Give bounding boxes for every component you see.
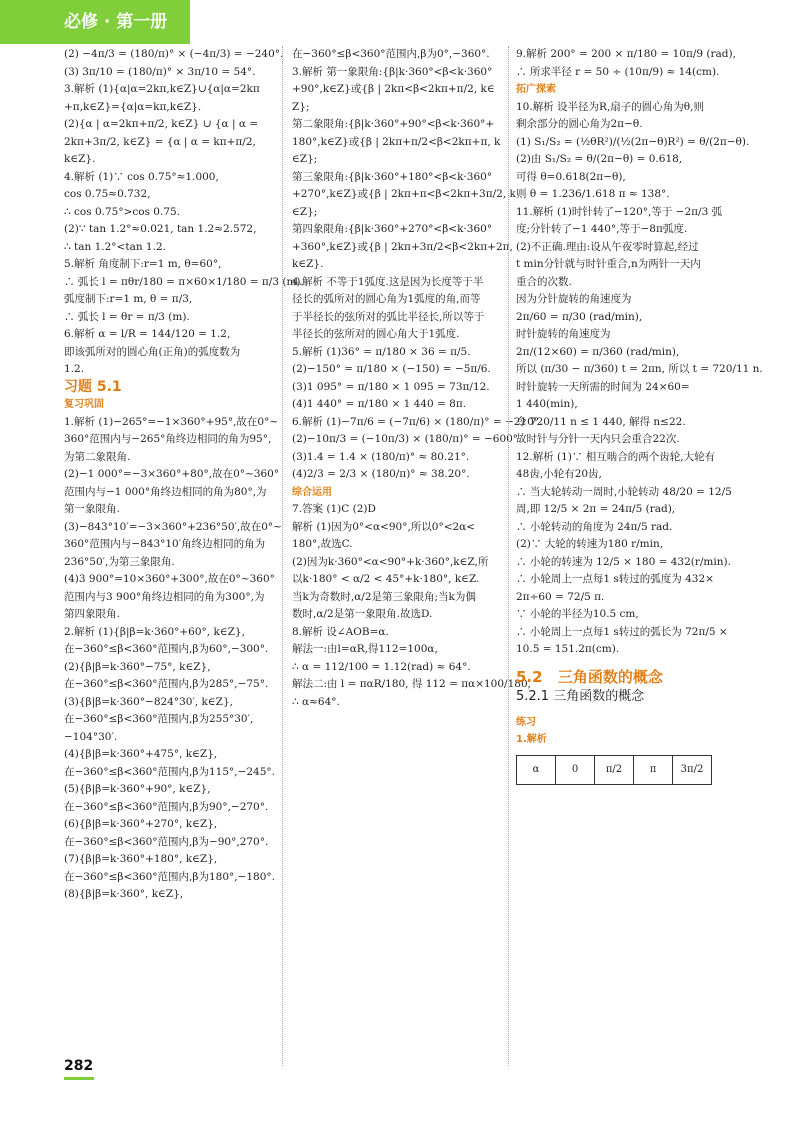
text-line: 时针旋转一天所需的时间为 24×60= [516,380,690,393]
text-line: 2π/60 = π/30 (rad/min), [516,310,643,323]
text-line: +270°,k∈Z}或{β | 2kπ+π<β<2kπ+3π/2, k [292,188,516,200]
text-line: 在−360°≤β<360°范围内,β为285°,−75°. [64,678,269,690]
text-line: (4)3 900°=10×360°+300°,故在0°~360° [64,573,275,585]
text-line: 重合的次数. [516,275,572,288]
column-divider [508,46,509,1066]
text-line: (8){β|β=k·360°, k∈Z}, [64,888,184,900]
text-line: 在−360°≤β<360°范围内,β为60°,−300°. [64,643,269,655]
text-line: 可得 θ=0.618(2π−θ), [516,170,626,183]
text-line: (1) S₁/S₂ = (½θR²)/(½(2π−θ)R²) = θ/(2π−θ). [516,135,750,148]
table-cell: π [634,755,673,784]
text-line: (2){α | α=2kπ+π/2, k∈Z} ∪ {α | α = [64,118,259,130]
table-cell: 0 [556,755,595,784]
column-left [64,46,304,904]
text-line: (4)2/3 = 2/3 × (180/π)° ≈ 38.20°. [292,468,470,480]
text-line: 11.解析 (1)时针转了−120°,等于 −2π/3 弧 [516,205,723,218]
text-line: 解法二:由 l = παR/180, 得 112 = πα×100/180, [292,678,531,690]
text-line: (2)−10π/3 = (−10π/3) × (180/π)° = −600°. [292,433,522,445]
text-line: 弧度制下:r=1 m, θ = π/3, [64,293,193,305]
text-line: 6.解析 α = l/R = 144/120 = 1.2, [64,328,231,340]
text-line: −104°30′. [64,730,118,743]
text-line: 在−360°≤β<360°范围内,β为90°,−270°. [64,800,269,813]
text-line: 剩余部分的圆心角为2π−θ. [516,118,643,130]
text-line: (2)∵ tan 1.2°≈0.021, tan 1.2≈2.572, [64,223,257,235]
text-line: ∴ 小轮周上一点每1 s转过的弧度为 432× [516,573,714,585]
text-line: ∴ 小轮的转速为 12/5 × 180 = 432(r/min). [516,555,731,568]
text-line: 5.解析 角度制下:r=1 m, θ=60°, [64,258,222,270]
text-line: 3.解析 第一象限角:{β|k·360°<β<k·360° [292,65,493,78]
text-line: 半径长的弦所对的圆心角大于1弧度. [292,328,460,340]
text-line: ∴ 弧长 l = θr = π/3 (m). [64,310,190,323]
text-line: 周,即 12/5 × 2π = 24π/5 (rad), [516,503,676,515]
text-line: 48齿,小轮有20齿, [516,468,602,480]
text-line: ∈Z}; [292,153,318,165]
text-line: k∈Z}. [292,258,324,270]
angle-table [516,755,712,785]
text-line: 9.解析 200° = 200 × π/180 = 10π/9 (rad), [516,48,736,60]
text-line: 范围内与−1 000°角终边相同的角为80°,为 [64,485,267,498]
text-line: 3.解析 (1){α|α=2kπ,k∈Z}∪{α|α=2kπ [64,83,260,95]
text-line: 10.5 = 151.2π(cm). [516,643,620,655]
text-line: 在−360°≤β<360°范围内,β为255°30′, [64,713,254,725]
text-line: ∴ 当大轮转动一周时,小轮转动 48/20 = 12/5 [516,485,732,498]
text-line: 习题 5.1 [64,378,122,395]
table-cell: 3π/2 [673,755,712,784]
section-heading: 5.2 三角函数的概念 [516,667,663,686]
text-line: 6.解析 (1)−7π/6 = (−7π/6) × (180/π)° = −210°. [292,415,543,428]
text-line: 4.解析 (1)∵ cos 0.75°≈1.000, [64,170,219,183]
text-line: 12.解析 (1)∵ 相互啮合的两个齿轮,大轮有 [516,450,716,463]
page-number: 282 [64,1058,94,1074]
text-line: (2)不正确.理由:设从午夜零时算起,经过 [516,240,699,253]
text-line: (5){β|β=k·360°+90°, k∈Z}, [64,783,211,795]
text-line: 2π÷60 = 72/5 π. [516,590,605,603]
table-cell: α [517,755,556,784]
text-line: (2) −4π/3 = (180/π)° × (−4π/3) = −240°. [64,48,284,60]
text-line: 1 440(min), [516,398,578,410]
column-divider [282,46,283,1066]
text-line: (3)−843°10′=−3×360°+236°50′,故在0°~ [64,520,282,533]
text-line: 则 θ = 1.236/1.618 π ≈ 138°. [516,188,670,200]
text-line: 复习巩固 [64,399,104,410]
text-line: ∴ α≈64°. [292,695,340,708]
text-line: (3) 3π/10 = (180/π)° × 3π/10 = 54°. [64,65,256,78]
text-line: k∈Z}. [64,153,96,165]
text-line: 故时针与分针一天内只会重合22次. [516,433,680,445]
text-line: 在−360°≤β<360°范围内,β为115°,−245°. [64,765,276,778]
text-line: 第三象限角:{β|k·360°+180°<β<k·360° [292,170,493,183]
text-line: (3){β|β=k·360°−824°30′, k∈Z}, [64,695,233,708]
text-line: ∴ cos 0.75°>cos 0.75. [64,205,181,218]
text-line: ∴ 弧长 l = πθr/180 = π×60×1/180 = π/3 (m). [64,275,304,288]
text-line: +360°,k∈Z}或{β | 2kπ+3π/2<β<2kπ+2π, [292,240,513,253]
text-line: ∴ 小轮周上一点每1 s转过的弧长为 72π/5 × [516,625,728,638]
text-line: (2)∵ 大轮的转速为180 r/min, [516,538,664,550]
page-number-bar [64,1077,94,1080]
text-line: 于半径长的弦所对的弧比半径长,所以等于 [292,310,485,323]
text-line: (7){β|β=k·360°+180°, k∈Z}, [64,853,218,865]
text-line: 在−360°≤β<360°范围内,β为0°,−360°. [292,48,490,60]
text-line: 因为分针旋转的角速度为 [516,293,632,305]
text-line: 2π/(12×60) = π/360 (rad/min), [516,345,680,358]
text-line: (4){β|β=k·360°+475°, k∈Z}, [64,748,218,760]
text-line: 5.解析 (1)36° = π/180 × 36 = π/5. [292,345,471,358]
text-line: (2){β|β=k·360°−75°, k∈Z}, [64,660,211,673]
text-line: 解法一:由l=αR,得112=100α, [292,643,438,655]
text-line: 时针旋转的角速度为 [516,328,611,340]
text-line: 第四象限角. [64,608,120,620]
text-line: 范围内与3 900°角终边相同的角为300°,为 [64,590,265,603]
text-line: ∴ α = 112/100 = 1.12(rad) ≈ 64°. [292,660,471,673]
text-line: 当k为奇数时,α/2是第三象限角;当k为偶 [292,590,476,603]
text-line: ∴ 所求半径 r = 50 ÷ (10π/9) ≈ 14(cm). [516,65,720,78]
text-line: 以k·180° < α/2 < 45°+k·180°, k∈Z. [292,573,480,585]
text-line: 即该弧所对的圆心角(正角)的弧度数为 [64,345,241,358]
text-line: (2)因为k·360°<α<90°+k·360°,k∈Z,所 [292,555,489,568]
text-line: (2)−1 000°=−3×360°+80°,故在0°~360° [64,468,280,480]
text-line: 2kπ+3π/2, k∈Z} = {α | α = kπ+π/2, [64,135,256,148]
text-line: (2)−150° = π/180 × (−150) = −5π/6. [292,363,491,375]
text-line: 解析 (1)因为0°<α<90°,所以0°<2α< [292,520,476,533]
text-line: 180°,故选C. [292,538,353,550]
text-line: (6){β|β=k·360°+270°, k∈Z}, [64,818,218,830]
book-title-banner: 必修 · 第一册 [0,0,190,44]
text-line: ∈Z}; [292,205,318,218]
text-line: 7.答案 (1)C (2)D [292,503,376,515]
text-line: 2.解析 (1){β|β=k·360°+60°, k∈Z}, [64,625,245,638]
text-line: ∴ tan 1.2°<tan 1.2. [64,240,166,253]
text-line: 综合运用 [292,486,332,498]
text-line: 第二象限角:{β|k·360°+90°<β<k·360°+ [292,118,495,130]
text-line: +π,k∈Z}={α|α=kπ,k∈Z}. [64,100,202,113]
text-line: (4)1 440° = π/180 × 1 440 = 8π. [292,398,467,410]
text-line: 度;分针转了−1 440°,等于−8π弧度. [516,223,688,235]
text-line: 180°,k∈Z}或{β | 2kπ+π/2<β<2kπ+π, k [292,135,501,148]
text-line: ∵ 小轮的半径为10.5 cm, [516,608,639,620]
text-line: (3)1.4 = 1.4 × (180/π)° ≈ 80.21°. [292,450,470,463]
text-line: 8.解析 设∠AOB=α. [292,625,389,638]
text-line: 360°范围内与−265°角终边相同的角为95°, [64,433,272,445]
text-line: 236°50′,为第三象限角. [64,555,175,568]
practice-label: 练习 [516,716,536,728]
text-line: 在−360°≤β<360°范围内,β为180°,−180°. [64,870,276,883]
text-line: 第四象限角:{β|k·360°+270°<β<k·360° [292,223,493,235]
table-cell: π/2 [595,755,634,784]
text-line: 径长的弧所对的圆心角为1弧度的角,而等 [292,293,481,305]
text-line: t min分针就与时针重合,n为两针一天内 [516,258,701,270]
text-line: 拓广探索 [516,84,556,95]
text-line: 第一象限角. [64,503,120,515]
text-line: 在−360°≤β<360°范围内,β为−90°,270°. [64,835,269,848]
text-line: Z}; [292,100,310,113]
subsection-heading: 5.2.1 三角函数的概念 [516,689,645,704]
text-line: (3)1 095° = π/180 × 1 095 = 73π/12. [292,380,490,393]
text-line: 1.解析 (1)−265°=−1×360°+95°,故在0°~ [64,415,279,428]
text-line: +90°,k∈Z}或{β | 2kπ<β<2kπ+π/2, k∈ [292,83,495,95]
text-line: (2)由 S₁/S₂ = θ/(2π−θ) = 0.618, [516,153,683,165]
text-line: ∴ 小轮转动的角度为 24π/5 rad. [516,520,673,533]
text-line: 4.解析 不等于1弧度.这是因为长度等于半 [292,275,484,288]
text-line: 令 720/11 n ≤ 1 440, 解得 n≤22. [516,415,686,428]
text-line: 10.解析 设半径为R,扇子的圆心角为θ,则 [516,100,704,113]
text-line: 所以 (π/30 − π/360) t = 2πn, 所以 t = 720/11 n. [516,363,763,375]
text-line: 数时,α/2是第一象限角.故选D. [292,608,433,620]
text-line: 为第二象限角. [64,450,131,463]
text-line: 1.2. [64,363,85,375]
column-right [516,46,763,785]
text-line: 360°范围内与−843°10′角终边相同的角为 [64,538,266,550]
text-line: cos 0.75≈0.732, [64,188,151,200]
exercise-label: 1.解析 [516,734,547,745]
